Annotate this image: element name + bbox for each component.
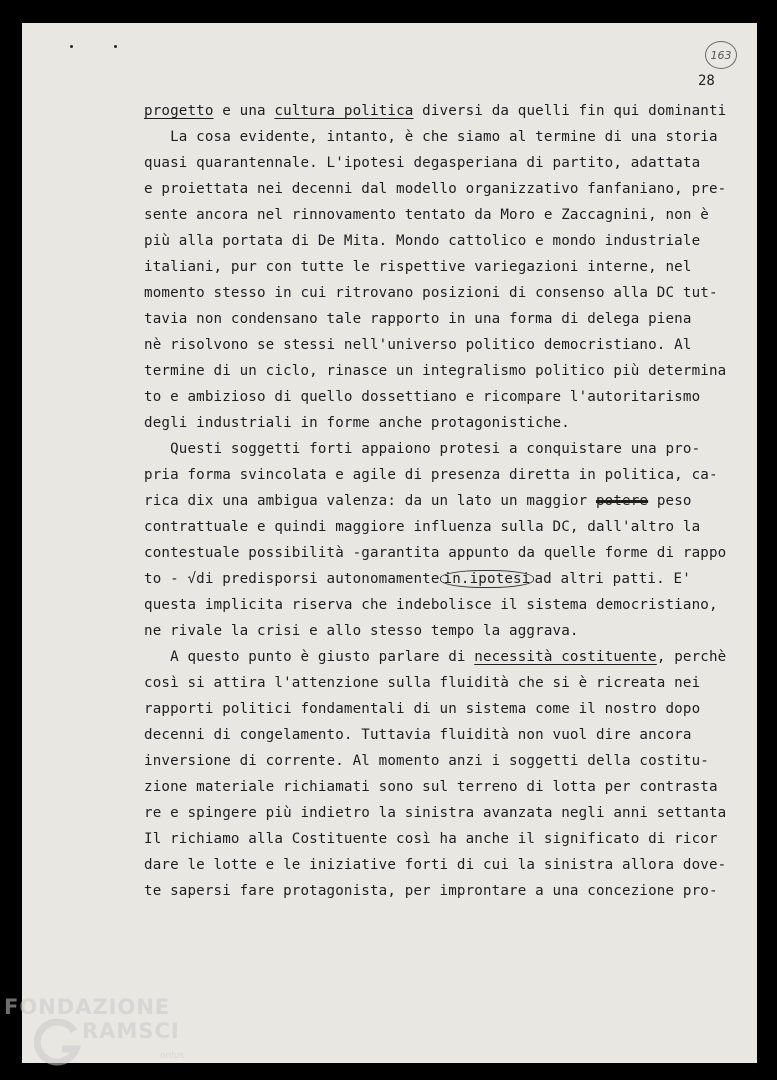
text-segment: zione materiale richiamati sono sul terreno di lotta per contrasta [144, 779, 718, 795]
archive-stamp: 163 [705, 41, 737, 69]
text-segment: La cosa evidente, intanto, è che siamo al termine di una storia [144, 129, 718, 145]
watermark-line1: FONDAZIONE [4, 995, 171, 1019]
text-segment: termine di un ciclo, rinasce un integralismo politico più determina [144, 363, 727, 379]
text-line [144, 258, 692, 276]
text-segment: nè risolvono se stessi nell'universo politico democristiano. Al [144, 337, 692, 353]
fondazione-gramsci-watermark [4, 995, 194, 1075]
text-line [144, 622, 579, 640]
text-segment: , perchè [656, 649, 727, 665]
text-line [144, 544, 726, 562]
text-segment: rapporti politici fondamentali di un sistema come il nostro dopo [144, 701, 701, 717]
underlined-text: necessità costituente [474, 649, 657, 665]
struck-text: potere [595, 493, 649, 509]
text-segment: momento stesso in cui ritrovano posizioni di consenso alla DC tut- [144, 285, 718, 301]
text-line [144, 596, 718, 614]
text-segment: ne rivale la crisi e allo stesso tempo la aggrava. [144, 623, 579, 639]
text-segment: dare le lotte e le iniziative forti di cui la sinistra allora dove- [144, 857, 727, 873]
text-line [144, 310, 692, 328]
text-line [144, 700, 700, 718]
page-number: 28 [698, 73, 715, 89]
text-segment: Il richiamo alla Costituente così ha anche il significato di ricor [144, 831, 718, 847]
text-segment: to e ambizioso di quello dossettiano e ricompare l'autoritarismo [144, 389, 701, 405]
text-line [144, 206, 709, 224]
text-line [144, 752, 709, 770]
text-segment: diversi da quelli fin qui dominanti [413, 103, 727, 119]
text-line [144, 336, 692, 354]
text-line [144, 440, 700, 458]
text-segment: te sapersi fare protagonista, per improntare a una concezione pro- [144, 883, 718, 899]
text-line [144, 518, 700, 536]
document-page [22, 23, 757, 1063]
text-segment: pria forma svincolata e agile di presenza diretta in politica, ca- [144, 467, 718, 483]
text-line [144, 362, 726, 380]
text-line [144, 648, 726, 666]
text-segment: A questo punto è giusto parlare di [144, 649, 475, 665]
text-segment: inversione di corrente. Al momento anzi i soggetti della costitu- [144, 753, 709, 769]
punch-mark [70, 45, 73, 48]
text-segment: quasi quarantennale. L'ipotesi degasperiana di partito, adattata [144, 155, 701, 171]
text-segment: rica dix una ambigua valenza: da un lato un maggior [144, 493, 596, 509]
text-segment: Questi soggetti forti appaiono protesi a conquistare una pro- [144, 441, 701, 457]
watermark-line3: onlus [160, 1051, 185, 1061]
text-line [144, 232, 700, 250]
text-line [144, 674, 700, 692]
text-segment: e proiettata nei decenni dal modello organizzativo fanfaniano, pre- [144, 181, 727, 197]
text-line [144, 154, 700, 172]
text-segment: più alla portata di De Mita. Mondo cattolico e mondo industriale [144, 233, 701, 249]
circled-text: in.ipotesi [440, 570, 535, 588]
text-line [144, 726, 692, 744]
punch-mark [114, 45, 117, 48]
text-line [144, 804, 726, 822]
text-segment: re e spingere più indietro la sinistra avanzata negli anni settanta [144, 805, 727, 821]
gramsci-g-logo [34, 1017, 84, 1067]
text-line [144, 492, 692, 510]
text-segment: degli industriali in forme anche protagonistiche. [144, 415, 570, 431]
text-line [144, 856, 726, 874]
text-segment: contrattuale e quindi maggiore influenza sulla DC, dall'altro la [144, 519, 701, 535]
text-line [144, 778, 718, 796]
text-line [144, 388, 700, 406]
text-line [144, 180, 726, 198]
text-segment: così si attira l'attenzione sulla fluidità che si è ricreata nei [144, 675, 701, 691]
text-line [144, 570, 691, 588]
text-segment: questa implicita riserva che indebolisce il sistema democristiano, [144, 597, 718, 613]
text-segment: decenni di congelamento. Tuttavia fluidità non vuol dire ancora [144, 727, 692, 743]
text-line [144, 102, 726, 120]
text-segment: tavia non condensano tale rapporto in una forma di delega piena [144, 311, 692, 327]
underlined-text: progetto [144, 103, 214, 119]
text-segment: e una [213, 103, 275, 119]
watermark-line2: RAMSCI [82, 1019, 180, 1043]
underlined-text: cultura politica [274, 103, 414, 119]
text-line [144, 882, 718, 900]
text-line [144, 128, 718, 146]
text-segment: italiani, pur con tutte le rispettive variegazioni interne, nel [144, 259, 692, 275]
text-segment: to - √di predisporsi autonomamente [144, 571, 440, 587]
text-line [144, 284, 718, 302]
text-segment: peso [648, 493, 692, 509]
text-line [144, 830, 718, 848]
text-line [144, 466, 718, 484]
text-segment: ad altri patti. E' [534, 571, 691, 587]
text-segment: contestuale possibilità -garantita appunto da quelle forme di rappo [144, 545, 727, 561]
text-segment: sente ancora nel rinnovamento tentato da Moro e Zaccagnini, non è [144, 207, 709, 223]
text-line [144, 414, 570, 432]
